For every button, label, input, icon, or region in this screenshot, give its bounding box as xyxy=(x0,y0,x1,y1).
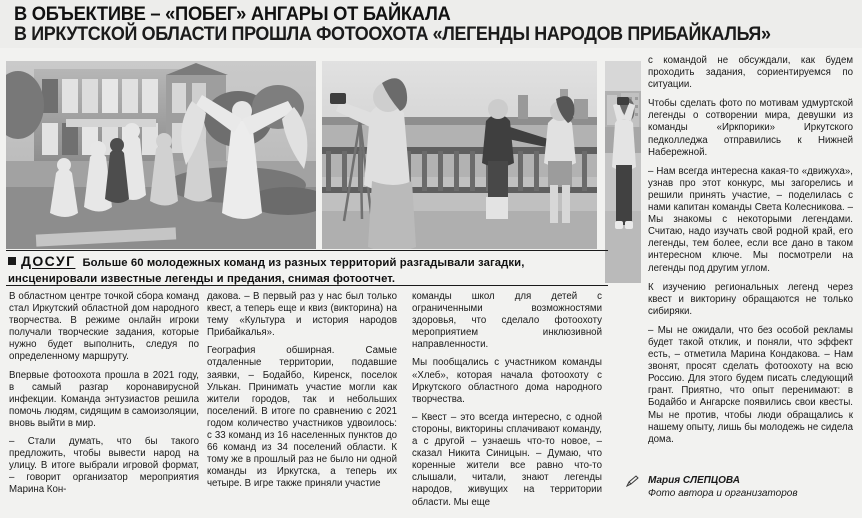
paragraph: дакова. – В первый раз у нас был только квест, а теперь еще и квиз (викторина) на тему «Культура и история народов Прибайкалья». xyxy=(207,291,397,339)
paragraph: – Стали думать, что бы такого предложить, чтобы вывести народ на улицу. В итоге выбрали игровой формат, – говорит организатор мероприятия Марина Кон- xyxy=(9,436,199,496)
paragraph: – Нам всегда интересна какая-то «движуха», узнав про этот конкурс, мы загорелись и решили принять участие, – поделилась с нами капитан команды Света Колесникова. – Мы знакомы с некоторыми легендами. Считаю, надо изучать свой родной край, его легенды, тем более, если все дано в таком интересном ключе. Мы посмотрели на легенды под другим углом. xyxy=(648,165,853,274)
photo-photographer-vertical xyxy=(605,61,641,283)
pen-icon xyxy=(626,475,640,487)
byline xyxy=(648,474,853,500)
main-headline: В ИРКУТСКОЙ ОБЛАСТИ ПРОШЛА ФОТООХОТА «ЛЕГЕНДЫ НАРОДОВ ПРИБАЙКАЛЬЯ» xyxy=(14,23,771,45)
paragraph: – Квест – это всегда интересно, с одной стороны, викторины сплачивают команду, а с другой – узнаешь что-то новое, – сказал Никита Синицын. – Думаю, что коренные жители все равно что-то слышали, читали, знают легенды народов, живущих на территории области. Мы еще xyxy=(412,411,602,508)
paragraph: Впервые фотоохота прошла в 2021 году, в самый разгар коронавирусной инфекции. Команда энтузиастов решила помочь людям, сидящим в самоизоляции, вновь выйти в мир. xyxy=(9,369,199,429)
lead-block xyxy=(8,254,608,287)
photo-mid-graphic xyxy=(322,61,597,249)
photo-girls-filming-on-embankment xyxy=(322,61,597,249)
paragraph: География обширная. Самые отдаленные территории, подавшие заявки, – Бодайбо, Киренск, поселок Улькан. Принимать участие могли как жители городов, так и небольших поселений. В итоге по сравнению с 2021 годом количество участников удвоилось: с 33 команд из 16 населенных пунктов до 66 команд из 34 поселений области. К тому же в прошлый раз не было ни одной команды из Иркутска, а теперь их четыре. В игре также приняли участие xyxy=(207,345,397,490)
body-column-1 xyxy=(9,291,199,503)
paragraph: Чтобы сделать фото по мотивам удмуртской легенды о сотворении мира, девушки из команды «Иркпорики» Иркутского педколледжа отправились к Нижней Набережной. xyxy=(648,98,853,158)
paragraph: команды школ для детей с ограниченными возможностями здоровья, что сделало фотоохоту мероприятием инклюзивной направленности. xyxy=(412,291,602,351)
photo-right-graphic xyxy=(605,61,641,283)
body-column-2 xyxy=(207,291,397,497)
paragraph: Мы пообщались с участником команды «Хлеб», которая начала фотоохоту с Иркутского областного дома народного творчества. xyxy=(412,357,602,405)
lead-bottom-rule xyxy=(6,285,608,286)
lead-text: Больше 60 молодежных команд из разных территорий разгадывали загадки, инсценировали известные легенды и предания, снимая фотоотчет. xyxy=(8,257,525,285)
byline-credit: Фото автора и организаторов xyxy=(648,488,798,499)
paragraph: К изучению региональных легенд через квест и викторину обращаются не только сибиряки. xyxy=(648,281,853,317)
body-column-4 xyxy=(648,55,853,453)
body-column-3 xyxy=(412,291,602,515)
filled-square-icon xyxy=(8,257,16,265)
photo-performance-outside-building xyxy=(6,61,316,249)
lead-top-rule xyxy=(6,250,608,251)
rubric-label[interactable]: ДОСУГ xyxy=(21,253,76,269)
masthead xyxy=(0,0,862,48)
byline-author: Мария СЛЕПЦОВА xyxy=(648,475,740,486)
photo-left-graphic xyxy=(6,61,316,249)
paragraph: В областном центре точкой сбора команд стал Иркутский областной дом народного творчества. В режиме онлайн игроки получали творческие задания, которые нужно будет выполнить, следуя по определенному маршруту. xyxy=(9,291,199,363)
paragraph: с командой не обсуждали, как будем проходить задания, сориентируемся по ситуации. xyxy=(648,55,853,91)
kicker-headline: В ОБЪЕКТИВЕ – «ПОБЕГ» АНГАРЫ ОТ БАЙКАЛА xyxy=(14,3,451,25)
paragraph: – Мы не ожидали, что без особой рекламы будет такой отклик, и поняли, что эффект есть, – отметила Марина Кондакова. – Нам звонят, просят сделать фотоохоту на всю Россию. Для этого будем писать следующий грант. Приятно, что опыт перенимают: в Бодайбо и Ангарске появились свои квесты. Мы не против, чтобы люди обращались к нашему опыту, лишь бы молодежь не сидела дома. xyxy=(648,324,853,445)
